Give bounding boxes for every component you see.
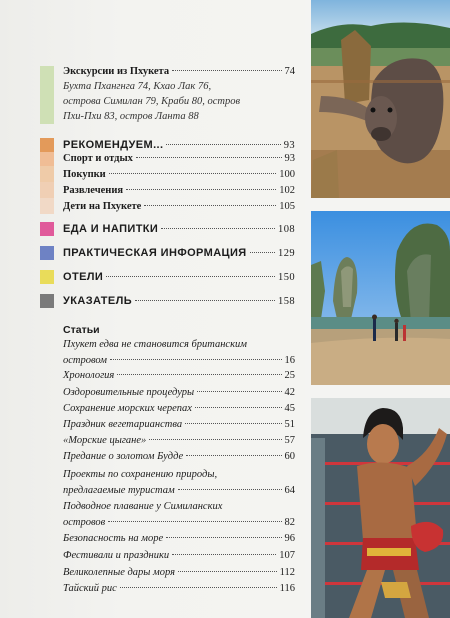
toc-article-entry[interactable]: [63, 450, 295, 464]
dot-leader: [197, 391, 281, 392]
toc-entry-page: 107: [279, 550, 295, 561]
toc-entry-sport[interactable]: [63, 152, 295, 166]
dot-leader: [250, 252, 275, 253]
dot-leader: [109, 173, 277, 174]
toc-entry-title: Великолепные дары моря: [63, 567, 175, 578]
toc-entry-food[interactable]: [63, 222, 295, 236]
toc-article-entry[interactable]: [63, 369, 295, 383]
dot-leader: [178, 571, 277, 572]
toc-entry-title: Дети на Пхукете: [63, 201, 142, 212]
toc-article-entry[interactable]: [63, 418, 295, 432]
toc-entry-hotels[interactable]: [63, 270, 295, 284]
toc-entry-page: 100: [279, 169, 295, 180]
article-line: Подводное плавание у Симиланских: [63, 501, 223, 512]
excursions-subentries-line-3: Пхи-Пхи 83, остров Ланта 88: [63, 111, 199, 122]
toc-entry-page: 45: [284, 403, 295, 414]
toc-entry-title: Безопасность на море: [63, 533, 164, 544]
toc-article-entry[interactable]: [63, 549, 295, 563]
toc-entry-page: 57: [284, 435, 295, 446]
toc-article-entry[interactable]: [63, 582, 295, 596]
excursions-subentries-line-1: Бухта Пхангнга 74, Кхао Лак 76,: [63, 81, 212, 92]
dot-leader: [120, 587, 277, 588]
toc-entry-title: Сохранение морских черепах: [63, 403, 192, 414]
toc-entry-title: островом: [63, 355, 107, 366]
toc-article-entry[interactable]: [63, 386, 295, 400]
dot-leader: [161, 228, 275, 229]
toc-entry-title: ОТЕЛИ: [63, 271, 104, 283]
toc-entry-page: 112: [279, 567, 295, 578]
toc-entry-title: островов: [63, 517, 106, 528]
dot-leader: [172, 554, 276, 555]
karst-island-beach-photo: [311, 211, 450, 385]
sport-color-bar: [40, 152, 54, 166]
toc-entry-page: 108: [278, 224, 295, 235]
toc-entry-practical[interactable]: [63, 246, 295, 260]
toc-entry-page: 158: [278, 296, 295, 307]
toc-entry-page: 105: [279, 201, 295, 212]
dot-leader: [185, 423, 281, 424]
dot-leader: [186, 455, 281, 456]
toc-entry-children[interactable]: [63, 200, 295, 214]
toc-article-entry[interactable]: [63, 402, 295, 416]
hotels-color-bar: [40, 270, 54, 284]
dot-leader: [149, 439, 281, 440]
index-color-bar: [40, 294, 54, 308]
children-color-bar: [40, 198, 54, 214]
recommend-color-bar: [40, 138, 54, 152]
toc-entry-title: Развлечения: [63, 185, 124, 196]
toc-entry-page: 93: [283, 140, 295, 151]
toc-article-entry[interactable]: [63, 566, 295, 580]
dot-leader: [117, 374, 281, 375]
dot-leader: [166, 537, 281, 538]
toc-entry-page: 16: [284, 355, 295, 366]
toc-entry-title: ПРАКТИЧЕСКАЯ ИНФОРМАЦИЯ: [63, 247, 247, 259]
toc-entry-entertainment[interactable]: [63, 184, 295, 198]
entertainment-color-bar: [40, 182, 54, 198]
toc-entry-title: УКАЗАТЕЛЬ: [63, 295, 133, 307]
dot-leader: [144, 205, 276, 206]
dot-leader: [106, 276, 275, 277]
shopping-color-bar: [40, 166, 54, 182]
practical-color-bar: [40, 246, 54, 260]
toc-entry-title: Экскурсии из Пхукета: [63, 66, 170, 77]
toc-entry-page: 102: [279, 185, 295, 196]
dot-leader: [178, 489, 282, 490]
articles-heading: Статьи: [63, 324, 100, 336]
toc-entry-page: 51: [284, 419, 295, 430]
toc-entry-shopping[interactable]: [63, 168, 295, 182]
toc-entry-title: ЕДА И НАПИТКИ: [63, 223, 159, 235]
toc-entry-excursions[interactable]: [63, 65, 295, 79]
toc-entry-title: Праздник вегетарианства: [63, 419, 183, 430]
toc-entry-page: 60: [284, 451, 295, 462]
toc-entry-recommend[interactable]: [63, 138, 295, 152]
excursions-subentries-line-2: острова Симилан 79, Краби 80, остров: [63, 96, 241, 107]
toc-entry-page: 93: [284, 153, 295, 164]
article-line: Проекты по сохранению природы,: [63, 469, 218, 480]
toc-article-entry[interactable]: [63, 516, 295, 530]
toc-entry-page: 25: [284, 370, 295, 381]
toc-entry-page: 74: [284, 66, 295, 77]
toc-entry-title: предлагаемые туристам: [63, 485, 175, 496]
dot-leader: [135, 300, 275, 301]
toc-entry-title: Фестивали и праздники: [63, 550, 170, 561]
toc-entry-page: 42: [284, 387, 295, 398]
dot-leader: [195, 407, 282, 408]
dot-leader: [172, 70, 281, 71]
excursions-color-bar: [40, 66, 54, 124]
toc-entry-title: Предание о золотом Будде: [63, 451, 184, 462]
dot-leader: [110, 359, 282, 360]
article-line: Пхукет едва не становится британским: [63, 339, 247, 350]
toc-entry-title: Тайский рис: [63, 583, 117, 594]
toc-article-entry[interactable]: [63, 354, 295, 368]
toc-article-entry[interactable]: [63, 532, 295, 546]
toc-entry-page: 96: [284, 533, 295, 544]
toc-entry-page: 150: [278, 272, 295, 283]
toc-entry-page: 64: [284, 485, 295, 496]
dot-leader: [136, 157, 282, 158]
toc-entry-title: Спорт и отдых: [63, 153, 133, 164]
toc-article-entry[interactable]: [63, 484, 295, 498]
toc-entry-title: «Морские цыгане»: [63, 435, 147, 446]
toc-article-entry[interactable]: [63, 434, 295, 448]
toc-entry-index[interactable]: [63, 294, 295, 308]
water-buffalo-photo: [311, 0, 450, 198]
dot-leader: [166, 144, 280, 145]
toc-entry-page: 82: [284, 517, 295, 528]
dot-leader: [126, 189, 276, 190]
food-color-bar: [40, 222, 54, 236]
toc-entry-title: Оздоровительные процедуры: [63, 387, 195, 398]
toc-entry-page: 116: [279, 583, 295, 594]
toc-entry-title: Покупки: [63, 169, 106, 180]
dot-leader: [108, 521, 281, 522]
photo-column: [305, 0, 450, 618]
thai-boxer-photo: [311, 398, 450, 618]
toc-entry-page: 129: [278, 248, 295, 259]
toc-entry-title: Хронология: [63, 370, 115, 381]
toc-entry-title: РЕКОМЕНДУЕМ...: [63, 139, 164, 151]
